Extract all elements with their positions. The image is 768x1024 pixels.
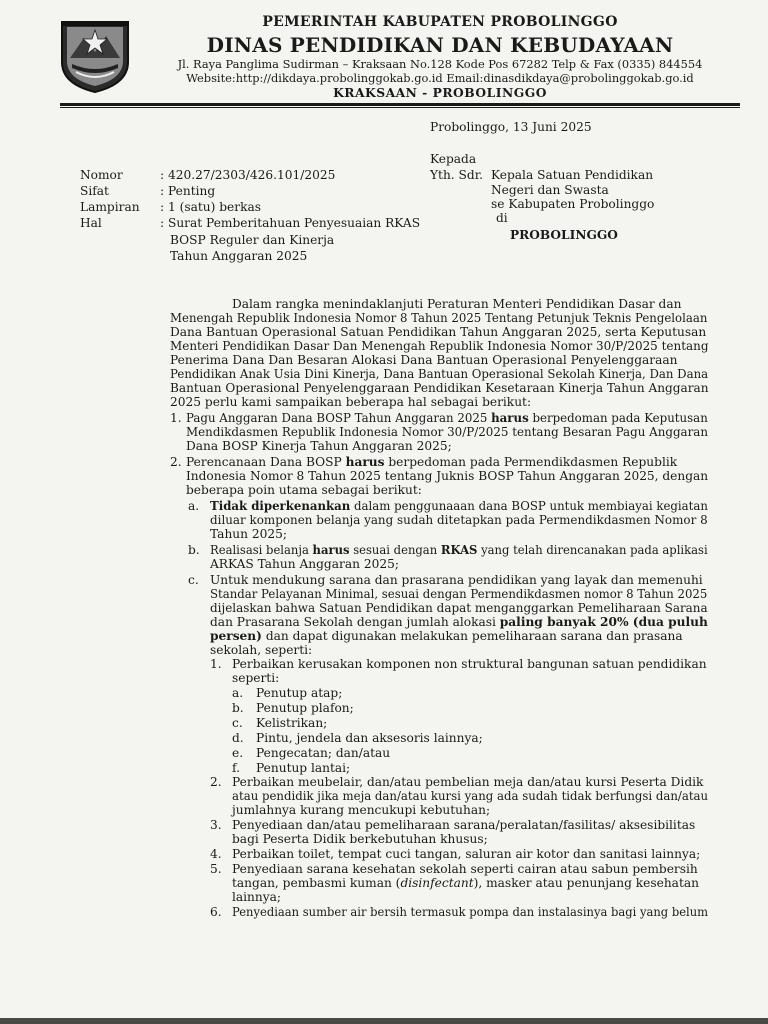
intro-line: Bantuan Operasional Penyelenggaraan Pendidikan Kesetaraan Kinerja Tahun Anggaran xyxy=(170,381,709,395)
sub-6-number: 6. xyxy=(210,905,222,919)
item-2-number: 2. xyxy=(170,455,182,469)
sub-1-item-text: Penutup plafon; xyxy=(256,701,354,715)
intro-line: Pendidikan Anak Usia Dini Kinerja, Dana Bantuan Operasional Sekolah Kinerja, Dan Dana xyxy=(170,367,709,381)
sub-5-line2: tangan, pembasmi kuman (disinfectant), masker atau penunjang kesehatan xyxy=(232,876,699,890)
addressee-line2: Negeri dan Swasta xyxy=(491,183,609,197)
kepada-label: Kepada xyxy=(430,152,477,166)
sub-1-item-letter: c. xyxy=(232,716,243,730)
letterhead-agency: DINAS PENDIDIKAN DAN KEBUDAYAAN xyxy=(206,33,674,57)
place-date: Probolinggo, 13 Juni 2025 xyxy=(430,120,592,134)
item-2-line1: Perencanaan Dana BOSP harus berpedoman pada Permendikdasmen Republik xyxy=(186,455,678,469)
item-1-line2: Mendikdasmen Republik Indonesia Nomor 30/P/2025 tentang Besaran Pagu Anggaran xyxy=(186,425,709,439)
lampiran-value: : 1 (satu) berkas xyxy=(160,200,262,214)
letterhead-address: Jl. Raya Panglima Sudirman – Kraksaan No.128 Kode Pos 67282 Telp & Fax (0335) 844554 xyxy=(177,57,703,71)
sub-1-item-text: Pintu, jendela dan aksesoris lainnya; xyxy=(256,731,483,745)
sub-4-line1: Perbaikan toilet, tempat cuci tangan, saluran air kotor dan sanitasi lainnya; xyxy=(232,847,701,861)
item-2c-line4: dan Prasarana Sekolah dengan jumlah alokasi paling banyak 20% (dua puluh xyxy=(210,615,708,629)
nomor-value: : 420.27/2303/426.101/2025 xyxy=(160,168,336,182)
hal-value-3: Tahun Anggaran 2025 xyxy=(170,249,308,263)
addressee-di: di xyxy=(496,211,508,225)
sub-2-line2: atau pendidik jika meja dan/atau kursi yang ada sudah tidak berfungsi dan/atau xyxy=(232,789,709,803)
item-2-line2: Indonesia Nomor 8 Tahun 2025 tentang Juknis BOSP Tahun Anggaran 2025, dengan xyxy=(186,469,709,483)
item-2a-line1: Tidak diperkenankan dalam penggunaaan dana BOSP untuk membiayai kegiatan xyxy=(210,499,708,513)
letterhead-government: PEMERINTAH KABUPATEN PROBOLINGGO xyxy=(262,14,618,30)
yth-label: Yth. Sdr. xyxy=(430,168,484,182)
hal-value-2: BOSP Reguler dan Kinerja xyxy=(170,233,335,247)
sub-1-item-letter: a. xyxy=(232,686,244,700)
letterhead-web-email: Website:http://dikdaya.probolinggokab.go.id Email:dinasdikdaya@probolinggokab.go.id xyxy=(186,71,694,85)
sub-1-item-text: Kelistrikan; xyxy=(256,716,328,730)
addressee-city: PROBOLINGGO xyxy=(510,228,618,242)
letterhead-rule-thick xyxy=(60,103,740,106)
intro-line: Penerima Dana Dan Besaran Alokasi Dana Bantuan Operasional Penyelenggaraan xyxy=(170,353,678,367)
item-2c-line2: Standar Pelayanan Minimal, sesuai dengan Permendikdasmen nomor 8 Tahun 2025 xyxy=(210,587,708,601)
sub-4-number: 4. xyxy=(210,847,222,861)
sifat-label: Sifat xyxy=(80,184,109,198)
intro-line: Dalam rangka menindaklanjuti Peraturan Menteri Pendidikan Dasar dan xyxy=(232,297,682,311)
sub-1-item-text: Penutup lantai; xyxy=(256,761,351,775)
sub-1-item-letter: b. xyxy=(232,701,244,715)
sub-1-item-text: Penutup atap; xyxy=(256,686,343,700)
sub-1-item-text: Pengecatan; dan/atau xyxy=(256,746,391,760)
item-2c-letter: c. xyxy=(188,573,199,587)
sub-3-number: 3. xyxy=(210,818,222,832)
sub-1-line2: seperti: xyxy=(232,671,280,685)
regency-crest-icon xyxy=(58,18,132,94)
letterhead-city: KRAKSAAN - PROBOLINGGO xyxy=(333,85,547,100)
sub-5-number: 5. xyxy=(210,862,222,876)
item-2a-line2: diluar komponen belanja yang sudah ditetapkan pada Permendikdasmen Nomor 8 xyxy=(210,513,708,527)
sub-1-number: 1. xyxy=(210,657,222,671)
item-2c-line1: Untuk mendukung sarana dan prasarana pendidikan yang layak dan memenuhi xyxy=(210,573,703,587)
intro-line: Menteri Pendidikan Dasar Dan Menengah Republik Indonesia Nomor 30/P/2025 tentang xyxy=(170,339,709,353)
sub-2-number: 2. xyxy=(210,775,222,789)
hal-value-1: : Surat Pemberitahuan Penyesuaian RKAS xyxy=(160,216,421,230)
sub-2-line3: jumlahnya kurang mencukupi kebutuhan; xyxy=(232,803,491,817)
sub-2-line1: Perbaikan meubelair, dan/atau pembelian meja dan/atau kursi Peserta Didik xyxy=(232,775,704,789)
item-2c-line3: dijelaskan bahwa Satuan Pendidikan dapat menganggarkan Pemeliharaan Sarana xyxy=(210,601,708,615)
item-2c-line6: sekolah, seperti: xyxy=(210,643,313,657)
item-2b-line2: ARKAS Tahun Anggaran 2025; xyxy=(210,557,399,571)
sub-5-line3: lainnya; xyxy=(232,890,282,904)
sub-6-line1: Penyediaan sumber air bersih termasuk pompa dan instalasinya bagi yang belum xyxy=(232,905,709,919)
scan-edge-shadow xyxy=(0,1018,768,1024)
item-2b-letter: b. xyxy=(188,543,200,557)
hal-label: Hal xyxy=(80,216,102,230)
addressee-line3: se Kabupaten Probolinggo xyxy=(491,197,655,211)
item-2c-line5: persen) dan dapat digunakan melakukan pemeliharaan sarana dan prasana xyxy=(210,629,683,643)
nomor-label: Nomor xyxy=(80,168,123,182)
intro-line: Dana Bantuan Operasional Satuan Pendidikan Tahun Anggaran 2025, serta Keputusan xyxy=(170,325,707,339)
sub-3-line2: bagi Peserta Didik berkebutuhan khusus; xyxy=(232,832,488,846)
sub-1-line1: Perbaikan kerusakan komponen non struktural bangunan satuan pendidikan xyxy=(232,657,707,671)
item-1-line1: Pagu Anggaran Dana BOSP Tahun Anggaran 2025 harus berpedoman pada Keputusan xyxy=(186,411,708,425)
intro-line: Menengah Republik Indonesia Nomor 8 Tahun 2025 Tentang Petunjuk Teknis Pengelolaan xyxy=(170,311,708,325)
item-2-line3: beberapa poin utama sebagai berikut: xyxy=(186,483,422,497)
sub-5-line1: Penyediaan sarana kesehatan sekolah seperti cairan atau sabun pembersih xyxy=(232,862,698,876)
sub-1-item-letter: e. xyxy=(232,746,244,760)
intro-line: 2025 perlu kami sampaikan beberapa hal sebagai berikut: xyxy=(170,395,532,409)
item-1-line3: Dana BOSP Kinerja Tahun Anggaran 2025; xyxy=(186,439,452,453)
item-2b-line1: Realisasi belanja harus sesuai dengan RKAS yang telah direncanakan pada aplikasi xyxy=(210,543,708,557)
sifat-value: : Penting xyxy=(160,184,216,198)
item-1-number: 1. xyxy=(170,411,182,425)
sub-1-item-letter: d. xyxy=(232,731,244,745)
letterhead-rule-thin xyxy=(60,107,740,108)
item-2a-line3: Tahun 2025; xyxy=(210,527,287,541)
sub-1-item-letter: f. xyxy=(232,761,240,775)
lampiran-label: Lampiran xyxy=(80,200,140,214)
addressee-line1: Kepala Satuan Pendidikan xyxy=(491,168,654,182)
sub-3-line1: Penyediaan dan/atau pemeliharaan sarana/peralatan/fasilitas/ aksesibilitas xyxy=(232,818,696,832)
item-2a-letter: a. xyxy=(188,499,200,513)
